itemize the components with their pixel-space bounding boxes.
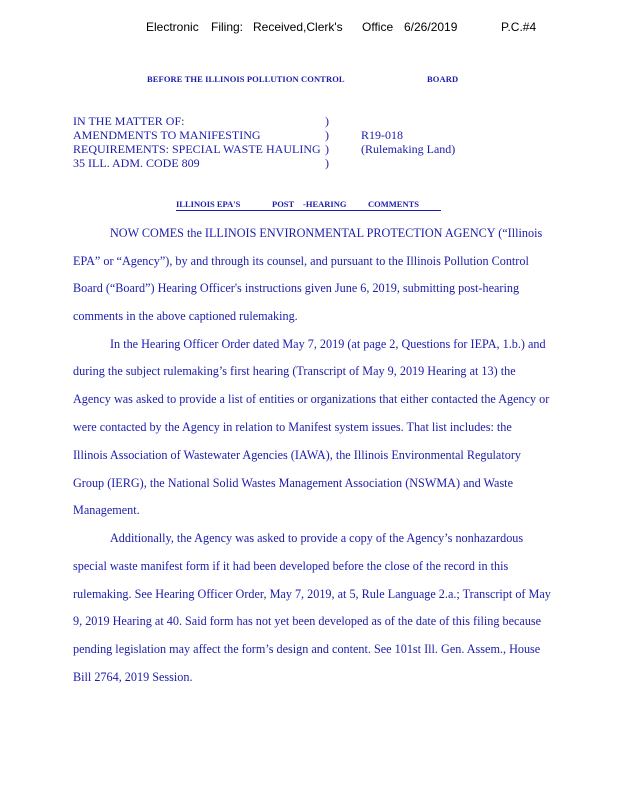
paragraph-line: Group (IERG), the National Solid Wastes Management Association (NSWMA) and Waste <box>73 476 513 490</box>
caption-left: 35 ILL. ADM. CODE 809 <box>73 156 200 170</box>
comments-title-part: ILLINOIS EPA'S <box>176 199 241 209</box>
paragraph-line: Agency was asked to provide a list of entities or organizations that either contacted the Agency or <box>73 392 550 406</box>
board-heading-right: BOARD <box>427 74 459 84</box>
caption-right: R19-018 <box>361 128 403 142</box>
paragraph-line: EPA” or “Agency”), by and through its counsel, and pursuant to the Illinois Pollution Control <box>73 254 529 268</box>
paragraph-line: Illinois Association of Wastewater Agencies (IAWA), the Illinois Environmental Regulatory <box>73 448 521 462</box>
paragraph-line: 9, 2019 Hearing at 40. Said form has not yet been developed as of the date of this filing because <box>73 614 542 628</box>
paragraph-line: were contacted by the Agency in relation to Manifest system issues. That list includes: the <box>73 420 512 434</box>
paragraph-line: Management. <box>73 503 140 517</box>
board-heading-left: BEFORE THE ILLINOIS POLLUTION CONTROL <box>147 74 345 84</box>
paragraph-line: special waste manifest form if it had been developed before the close of the record in this <box>73 559 509 573</box>
stamp-office: Office <box>362 20 394 34</box>
comments-title <box>0 199 618 213</box>
caption-paren: ) <box>325 156 329 170</box>
stamp-filing: Filing: <box>211 20 244 34</box>
caption-left: AMENDMENTS TO MANIFESTING <box>73 128 261 142</box>
caption-left: REQUIREMENTS: SPECIAL WASTE HAULING <box>73 142 321 156</box>
paragraph-line: comments in the above captioned rulemaking. <box>73 309 298 323</box>
caption-row <box>0 142 618 156</box>
comments-title-part: -HEARING <box>303 199 347 209</box>
caption-paren: ) <box>325 142 329 156</box>
title-underline <box>176 210 441 211</box>
board-heading <box>0 74 618 88</box>
caption-row <box>0 128 618 142</box>
caption-paren: ) <box>325 128 329 142</box>
paragraph-line: pending legislation may affect the form’s design and content. See 101st Ill. Gen. Assem., House <box>73 642 541 656</box>
caption-row <box>0 114 618 128</box>
paragraph-line: rulemaking. See Hearing Officer Order, May 7, 2019, at 5, Rule Language 2.a.; Transcript of May <box>73 587 551 601</box>
paragraph-line: In the Hearing Officer Order dated May 7, 2019 (at page 2, Questions for IEPA, 1.b.) and <box>110 337 546 351</box>
paragraph-line: Bill 2764, 2019 Session. <box>73 670 193 684</box>
stamp-received: Received,Clerk's <box>253 20 343 34</box>
caption-right: (Rulemaking Land) <box>361 142 456 156</box>
paragraph-line: Additionally, the Agency was asked to provide a copy of the Agency’s nonhazardous <box>110 531 524 545</box>
stamp-date: 6/26/2019 <box>404 20 458 34</box>
paragraph-line: during the subject rulemaking’s first hearing (Transcript of May 9, 2019 Hearing at 13) the <box>73 364 516 378</box>
stamp-pc-number: P.C.#4 <box>501 20 537 34</box>
caption-row <box>0 156 618 170</box>
stamp-electronic: Electronic <box>146 20 199 34</box>
comments-title-part: POST <box>272 199 295 209</box>
caption-paren: ) <box>325 114 329 128</box>
paragraph-line: Board (“Board”) Hearing Officer's instructions given June 6, 2019, submitting post-hearing <box>73 281 520 295</box>
filing-stamp <box>0 20 618 38</box>
case-caption <box>0 114 618 174</box>
comments-title-part: COMMENTS <box>368 199 419 209</box>
paragraph-line: NOW COMES the ILLINOIS ENVIRONMENTAL PROTECTION AGENCY (“Illinois <box>110 226 543 240</box>
caption-left: IN THE MATTER OF: <box>73 114 185 128</box>
